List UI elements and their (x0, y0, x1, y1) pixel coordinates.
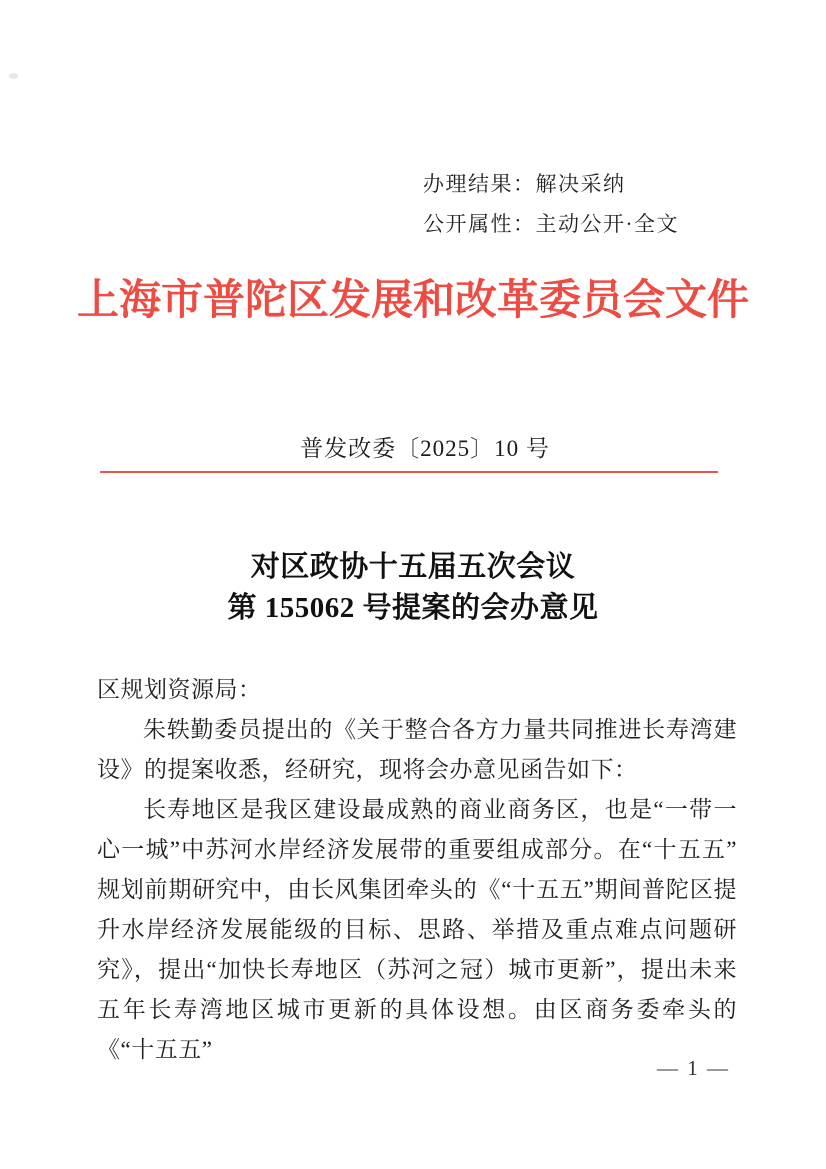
processing-meta-block (423, 164, 679, 244)
document-title-line2: 第 155062 号提案的会办意见 (227, 592, 599, 624)
salutation-line: 区规划资源局： (97, 677, 262, 702)
scan-artifact-speck (9, 73, 18, 79)
document-title (0, 547, 826, 629)
publicity-attribute-line: 公开属性：主动公开·全文 (423, 212, 679, 236)
body-paragraph: 朱轶勤委员提出的《关于整合各方力量共同推进长寿湾建设》的提案收悉，经研究，现将会办意见函告如下： (97, 717, 737, 782)
document-body (97, 670, 737, 1070)
red-separator-rule (100, 471, 718, 473)
footer-page-number: — 1 — (657, 1056, 730, 1080)
document-reference-number: 普发改委〔2025〕10 号 (300, 436, 550, 461)
agency-letterhead-title: 上海市普陀区发展和改革委员会文件 (76, 278, 749, 324)
processing-result-line: 办理结果：解决采纳 (423, 172, 626, 196)
document-title-line1: 对区政协十五届五次会议 (250, 551, 576, 583)
body-paragraph: 长寿地区是我区建设最成熟的商业商务区，也是“一带一心一城”中苏河水岸经济发展带的重要组成部分。在“十五五”规划前期研究中，由长风集团牵头的《“十五五”期间普陀区提升水岸经济发展能级的目标、思路、举措及重点难点问题研究》，提出“加快长寿地区（苏河之冠）城市更新”，提出未来五年长寿湾地区城市更新的具体设想。由区商务委牵头的《“十五五” (97, 797, 737, 1062)
